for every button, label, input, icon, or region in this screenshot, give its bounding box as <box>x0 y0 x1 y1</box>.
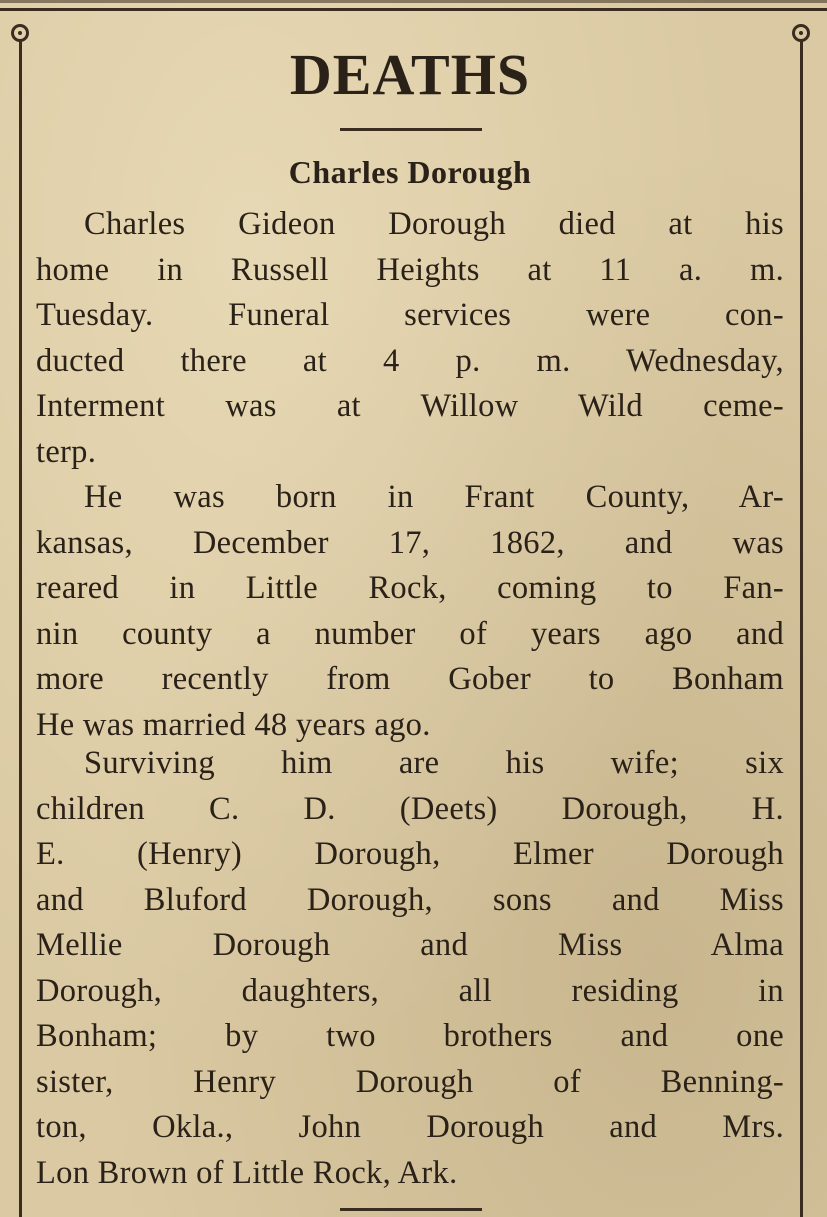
text-line: Lon Brown of Little Rock, Ark. <box>36 1154 458 1191</box>
text-line: ducted there at 4 p. m. Wednesday, <box>36 342 784 379</box>
text-line: nin county a number of years ago and <box>36 615 784 652</box>
text-line: kansas, December 17, 1862, and was <box>36 524 784 561</box>
text-line: Dorough, daughters, all residing in <box>36 972 784 1009</box>
text-line: reared in Little Rock, coming to Fan- <box>36 570 784 606</box>
text-line: more recently from Gober to Bonham <box>36 661 784 697</box>
text-line: Tuesday. Funeral services were con- <box>36 297 784 333</box>
text-line: He was married 48 years ago. <box>36 706 431 743</box>
right-rule-ornament <box>792 24 810 42</box>
text-line: home in Russell Heights at 11 a. m. <box>36 251 784 288</box>
column-top-rule <box>0 8 827 11</box>
text-line: ton, Okla., John Dorough and Mrs. <box>36 1109 784 1145</box>
left-column-rule <box>19 40 22 1217</box>
obituary-paragraph-2 <box>36 475 784 748</box>
obituary-paragraph-1 <box>36 202 784 475</box>
section-heading: DEATHS <box>289 42 531 107</box>
text-line: Surviving him are his wife; six <box>84 745 784 781</box>
left-rule-ornament <box>11 24 29 42</box>
article-end-divider <box>340 1208 482 1211</box>
obituary-name: Charles Dorough <box>288 154 532 190</box>
text-line: Mellie Dorough and Miss Alma <box>36 927 784 963</box>
text-line: Bonham; by two brothers and one <box>36 1018 784 1054</box>
text-line: E. (Henry) Dorough, Elmer Dorough <box>36 836 784 872</box>
heading-divider <box>340 128 482 131</box>
text-line: He was born in Frant County, Ar- <box>84 479 784 515</box>
text-line: terp. <box>36 433 97 470</box>
right-column-rule <box>800 40 803 1217</box>
text-line: and Bluford Dorough, sons and Miss <box>36 881 784 918</box>
text-line: Charles Gideon Dorough died at his <box>84 206 784 242</box>
top-border-rule <box>0 0 827 3</box>
text-line: sister, Henry Dorough of Benning- <box>36 1063 784 1100</box>
text-line: Interment was at Willow Wild ceme- <box>36 388 784 424</box>
text-line: children C. D. (Deets) Dorough, H. <box>36 790 784 827</box>
obituary-paragraph-3 <box>36 741 784 1196</box>
